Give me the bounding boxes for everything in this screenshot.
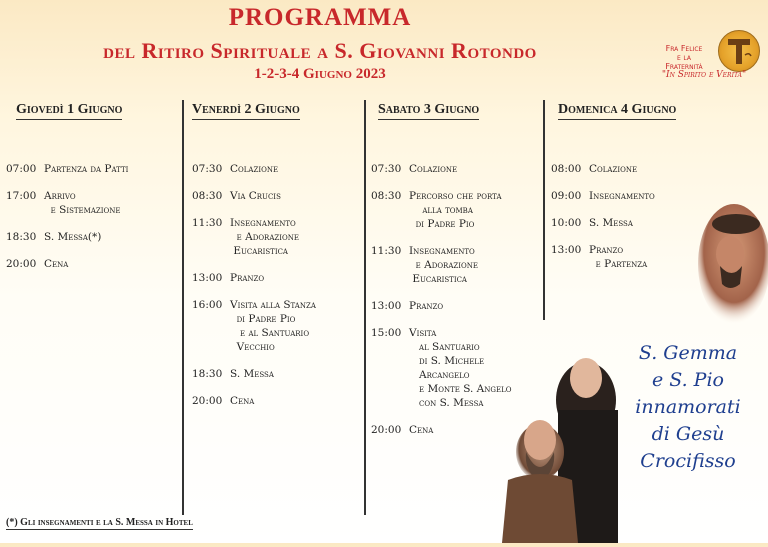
event-description: Arcangelo: [409, 369, 470, 381]
event-time: 07:00: [6, 163, 37, 175]
event-description: e Partenza: [589, 258, 648, 270]
logo-line-3: Fraternità: [665, 62, 703, 71]
event-description: Visita alla Stanza: [230, 299, 316, 311]
event-description: Insegnamento: [409, 245, 475, 257]
saints-caption: [618, 340, 758, 475]
event-description: e Monte S. Angelo: [409, 383, 512, 395]
event-time: 13:00: [371, 300, 402, 312]
event-description: S. Messa(*): [44, 231, 102, 243]
event-description: Vecchio: [230, 341, 275, 353]
day-title: Venerdì 2 Giugno: [192, 102, 300, 120]
event-description: Visita: [409, 327, 437, 339]
column-divider: [182, 100, 184, 515]
logo-motto: "In Spirito e Verità": [661, 70, 747, 80]
event-description: e al Santuario: [230, 327, 310, 339]
event-time: 20:00: [192, 395, 223, 407]
caption-line-4: di Gesù: [651, 423, 725, 445]
event-description: e Adorazione: [230, 231, 299, 243]
event-time: 17:00: [6, 190, 37, 202]
event-time: 11:30: [192, 217, 223, 229]
event-description: Via Crucis: [230, 190, 281, 202]
tau-cross-logo-icon: [718, 30, 760, 72]
event-description: al Santuario: [409, 341, 480, 353]
event-time: 08:30: [192, 190, 223, 202]
event-description: Colazione: [230, 163, 279, 175]
caption-line-5: Crocifisso: [640, 450, 736, 472]
logo-caption: [656, 44, 712, 71]
event-description: Colazione: [589, 163, 638, 175]
event-description: Percorso che porta: [409, 190, 502, 202]
caption-line-2: e S. Pio: [651, 369, 724, 391]
column-divider: [364, 100, 366, 515]
event-description: e Adorazione: [409, 259, 478, 271]
event-time: 15:00: [371, 327, 402, 339]
event-description: Pranzo: [409, 300, 444, 312]
event-description: con S. Messa: [409, 397, 484, 409]
event-time: 10:00: [551, 217, 582, 229]
caption-line-1: S. Gemma: [638, 342, 738, 364]
day-title: Domenica 4 Giugno: [558, 102, 676, 120]
caption-line-3: innamorati: [635, 396, 741, 418]
event-time: 18:30: [192, 368, 223, 380]
event-time: 07:30: [192, 163, 223, 175]
event-description: Insegnamento: [230, 217, 296, 229]
logo-line-1: Fra Felice: [665, 44, 703, 53]
event-time: 20:00: [371, 424, 402, 436]
day-title: Sabato 3 Giugno: [378, 102, 479, 120]
event-time: 16:00: [192, 299, 223, 311]
logo-line-2: e la: [677, 53, 691, 62]
event-time: 18:30: [6, 231, 37, 243]
event-description: alla tomba: [409, 204, 473, 216]
event-description: Pranzo: [589, 244, 624, 256]
event-description: Partenza da Patti: [44, 163, 129, 175]
column-divider: [543, 100, 545, 320]
event-description: e Sistemazione: [44, 204, 121, 216]
event-description: Cena: [230, 395, 255, 407]
event-description: Cena: [409, 424, 434, 436]
footnote: (*) Gli insegnamenti e la S. Messa in Hotel: [6, 517, 193, 528]
event-time: 08:30: [371, 190, 402, 202]
event-description: S. Messa: [589, 217, 633, 229]
event-time: 20:00: [6, 258, 37, 270]
day-title: Giovedì 1 Giugno: [16, 102, 122, 120]
event-description: Insegnamento: [589, 190, 655, 202]
event-description: di S. Michele: [409, 355, 485, 367]
event-time: 07:30: [371, 163, 402, 175]
event-description: Arrivo: [44, 190, 76, 202]
event-description: Pranzo: [230, 272, 265, 284]
event-time: 13:00: [551, 244, 582, 256]
page-dates: 1-2-3-4 Giugno 2023: [254, 66, 386, 82]
event-time: 11:30: [371, 245, 402, 257]
event-description: S. Messa: [230, 368, 274, 380]
event-description: Cena: [44, 258, 69, 270]
event-time: 09:00: [551, 190, 582, 202]
event-description: di Padre Pio: [230, 313, 296, 325]
event-description: Eucaristica: [409, 273, 467, 285]
event-description: Colazione: [409, 163, 458, 175]
page-title: PROGRAMMA: [228, 4, 412, 31]
jesus-crucified-image: [690, 204, 768, 336]
page-subtitle: del Ritiro Spirituale a S. Giovanni Rotondo: [103, 38, 537, 63]
event-description: di Padre Pio: [409, 218, 475, 230]
event-time: 13:00: [192, 272, 223, 284]
event-description: Eucaristica: [230, 245, 288, 257]
event-time: 08:00: [551, 163, 582, 175]
